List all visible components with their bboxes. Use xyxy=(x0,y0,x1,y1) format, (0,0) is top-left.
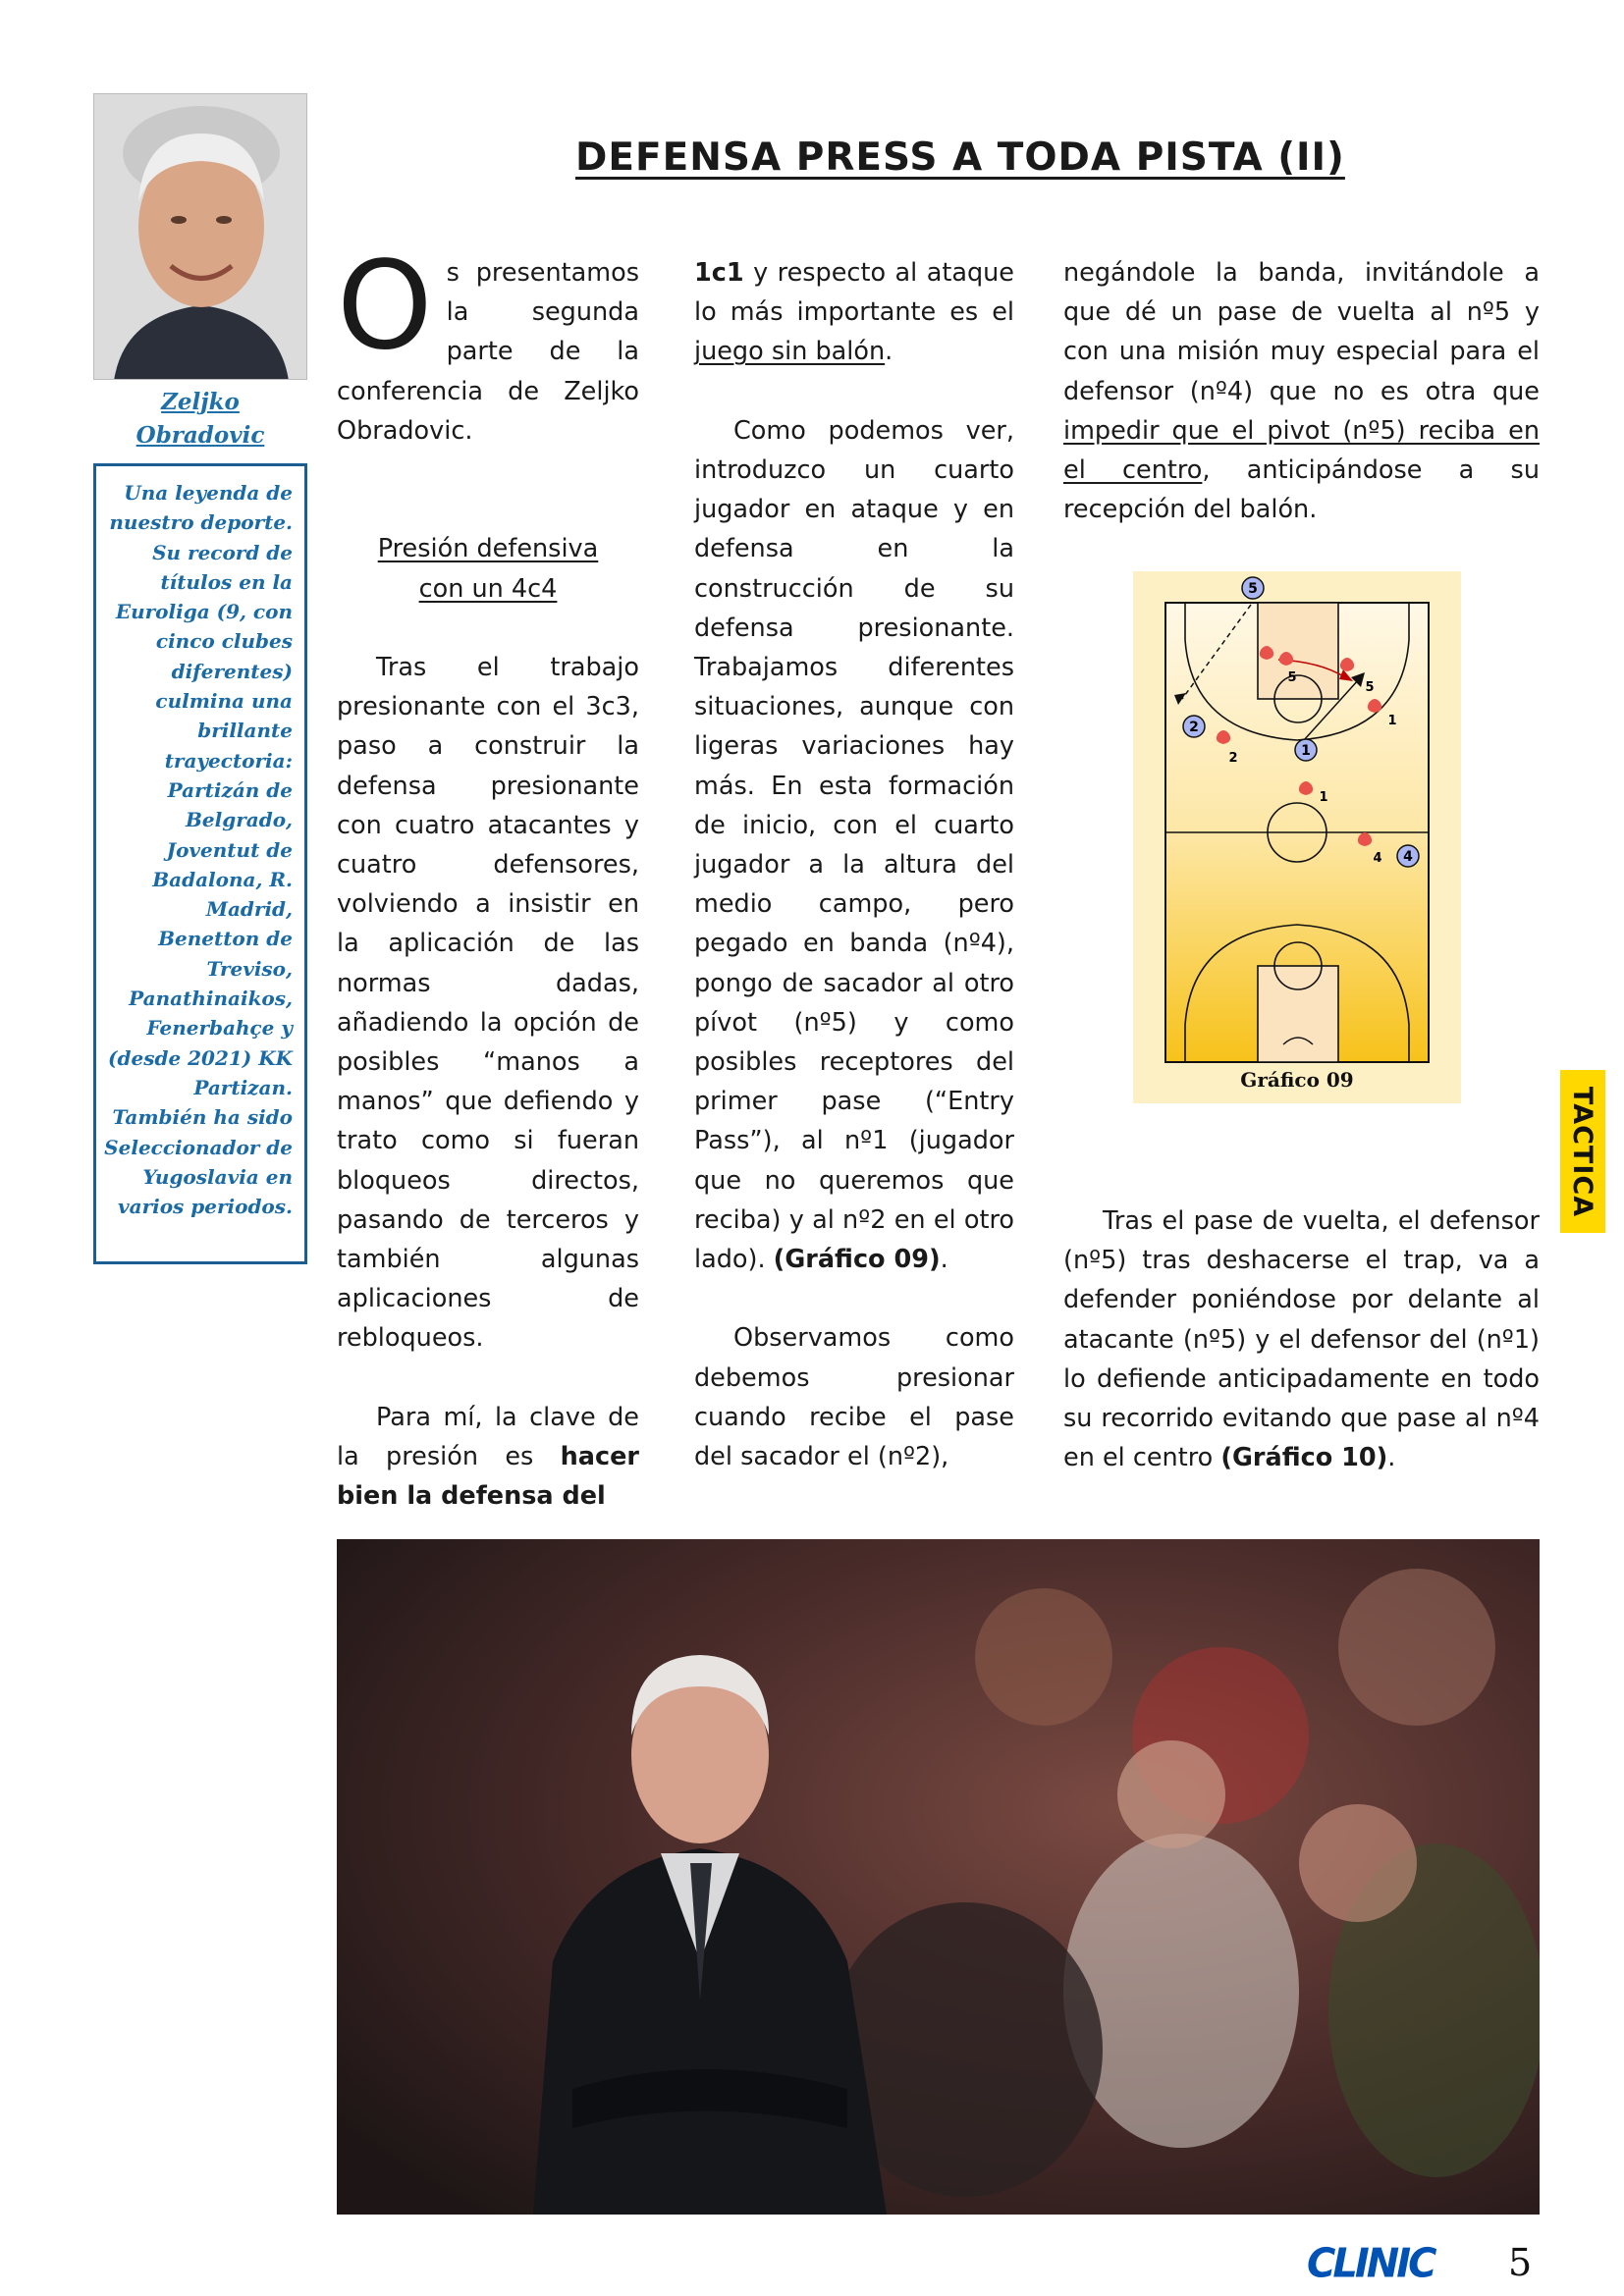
text-run: . xyxy=(940,1245,948,1275)
subheading-line-1: Presión defensiva xyxy=(377,534,599,564)
brand-logo: CLINIC xyxy=(1307,2240,1435,2287)
bold-text: hacer bien la defensa del xyxy=(337,1442,639,1512)
attacker-2 xyxy=(1183,716,1205,737)
attacker-4 xyxy=(1397,845,1419,867)
bold-text: 1c1 xyxy=(694,258,744,288)
text-run: Tras el pase de vuelta, el defensor (nº5) tras deshacerse el trap, va a defender poniéndose por delante al atacante (nº5) y el defensor del (nº1) lo defiende anticipadamente en todo su recorrido evitando que pase al nº4 en el centro xyxy=(1063,1206,1540,1473)
bottom-paint xyxy=(1258,966,1338,1062)
text-run: y respecto al ataque lo más importante es el xyxy=(694,258,1014,328)
attacker-label: 5 xyxy=(1248,581,1258,597)
figure-reference: (Gráfico 09) xyxy=(773,1245,941,1275)
defender-label: 5 xyxy=(1287,670,1297,685)
author-portrait xyxy=(93,93,307,380)
bio-text: Una leyenda de nuestro deporte. Su record de títulos en la Euroliga (9, con cinco clubes diferentes) culmina una brillante trayectoria: Partizán de Belgrado, Joventut de Badalona, R. Madrid, Benetton de Treviso, Panathinaikos, Fenerbahçe y (desde 2021) KK Partizan. También ha sido Seleccionador de Yugoslavia en varios periodos. xyxy=(104,481,293,1219)
portrait-illustration xyxy=(94,94,307,380)
text-run: Como podemos ver, introduzco un cuarto jugador en ataque y en defensa en la construcción de su defensa presionante. Trabajamos diferentes situaciones, aunque con ligeras variaciones hay más. En esta formación de inicio, con el cuarto jugador a la altura del medio campo, pero pegado en banda (nº4), pongo de sacador al otro pívot (nº5) y como posibles receptores del primer pase (“Entry Pass”), al nº1 (jugador que no queremos que reciba) y al nº2 en el otro lado). xyxy=(694,415,1014,1275)
paragraph xyxy=(1063,253,1540,529)
column-3-bottom xyxy=(1063,1201,1540,1477)
attacker-label: 4 xyxy=(1403,849,1413,865)
subheading xyxy=(337,529,639,608)
column-3-top xyxy=(1063,253,1540,529)
column-2 xyxy=(694,253,1014,1476)
paragraph xyxy=(694,411,1014,1279)
drop-cap: O xyxy=(337,236,433,377)
defender-label: 1 xyxy=(1387,714,1397,728)
text-run: . xyxy=(885,337,893,367)
underlined-text: juego sin balón xyxy=(694,337,886,367)
paragraph: Observamos como debemos presionar cuando recibe el pase del sacador el (nº2), xyxy=(694,1323,1014,1472)
attacker-label: 2 xyxy=(1189,720,1199,735)
defender-label: 4 xyxy=(1373,851,1382,866)
page-number: 5 xyxy=(1508,2241,1533,2284)
article-title: DEFENSA PRESS A TODA PISTA (II) xyxy=(575,135,1345,180)
intro-text: s presentamos la segunda parte de la conferencia de Zeljko Obradovic. xyxy=(337,258,639,446)
author-first-name: Zeljko xyxy=(161,389,240,415)
paragraph: Tras el trabajo presionante con el 3c3, paso a construir la defensa presionante con cuatro atacantes y cuatro defensores, volviendo a insistir en la aplicación de las normas dadas, añadiendo la opción de posibles “manos a manos” que defiendo y trato como si fueran bloqueos directos, pasando de terceros y también algunas aplicaciones de rebloqueos. xyxy=(337,652,639,1354)
subheading-line-2: con un 4c4 xyxy=(418,573,558,604)
figure-reference: (Gráfico 10) xyxy=(1220,1443,1388,1473)
attacker-label: 1 xyxy=(1301,743,1311,759)
paragraph xyxy=(337,1398,639,1517)
coach-photo xyxy=(337,1539,1540,2215)
column-1 xyxy=(337,236,639,1516)
court-diagram xyxy=(1133,571,1461,1103)
defender-label: 1 xyxy=(1319,790,1328,805)
text-run: , anticipándose a su recepción del balón. xyxy=(1063,455,1540,525)
text-run: Para mí, la clave de la presión es xyxy=(337,1402,639,1472)
underlined-text: impedir que el pivot (nº5) reciba en el centro xyxy=(1063,415,1540,486)
photo-illustration xyxy=(337,1539,1540,2215)
bio-box xyxy=(93,463,307,1264)
text-run: . xyxy=(1387,1443,1396,1473)
author-name xyxy=(93,386,307,453)
paragraph xyxy=(694,253,1014,372)
defender-label: 5 xyxy=(1365,680,1375,695)
author-last-name: Obradovic xyxy=(135,422,265,449)
defender-label: 2 xyxy=(1228,751,1238,766)
attacker-1 xyxy=(1295,739,1317,761)
intro-paragraph xyxy=(337,236,639,451)
court-diagram-svg xyxy=(1133,571,1461,1103)
paragraph xyxy=(1063,1201,1540,1477)
attacker-5 xyxy=(1242,577,1264,599)
section-tab xyxy=(1560,1070,1605,1233)
section-tab-label: TACTICA xyxy=(1567,1086,1598,1217)
text-run: negándole la banda, invitándole a que dé un pase de vuelta al nº5 y con una misión muy especial para el defensor (nº4) que no es otra que xyxy=(1063,258,1540,406)
diagram-caption: Gráfico 09 xyxy=(1240,1068,1354,1092)
